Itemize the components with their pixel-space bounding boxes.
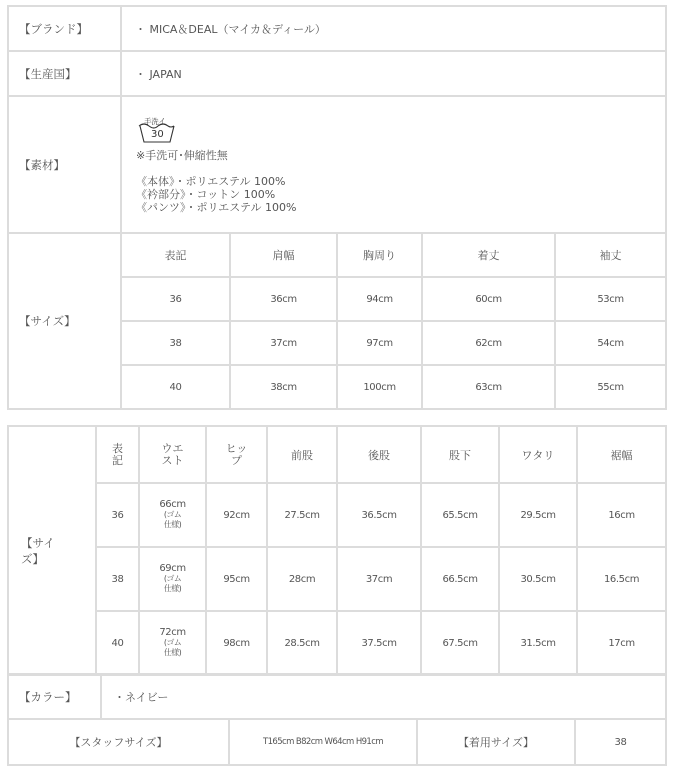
top-header: 肩幅 <box>230 233 337 277</box>
color-staff-table <box>7 673 667 766</box>
material-label: 【素材】 <box>8 96 121 233</box>
wash-temp: 30 <box>151 128 164 140</box>
waist-cell <box>139 483 206 547</box>
pants-cell: 27.5cm <box>267 483 337 547</box>
pants-cell: 17cm <box>577 611 666 675</box>
header-line: 表 <box>112 441 123 455</box>
waist-line: (ゴム <box>163 574 182 583</box>
top-size-label: 【サイズ】 <box>8 233 121 409</box>
top-cell: 62cm <box>422 321 555 365</box>
top-cell: 60cm <box>422 277 555 321</box>
staff-size-value: T165cm B82cm W64cm H91cm <box>229 719 417 765</box>
hand-wash-30-icon <box>138 116 176 144</box>
waist-cell <box>139 547 206 611</box>
header-line: 記 <box>112 453 123 467</box>
pants-cell: 16cm <box>577 483 666 547</box>
color-label: 【カラー】 <box>8 674 101 719</box>
worn-size-label: 【着用サイズ】 <box>417 719 575 765</box>
top-cell: 37cm <box>230 321 337 365</box>
brand-value: ・ MICA＆DEAL（マイカ＆ディール） <box>121 6 666 51</box>
top-cell: 40 <box>121 365 230 409</box>
origin-label: 【生産国】 <box>8 51 121 96</box>
pants-cell: 92cm <box>206 483 267 547</box>
top-header: 着丈 <box>422 233 555 277</box>
pants-cell: 98cm <box>206 611 267 675</box>
pants-cell: 67.5cm <box>421 611 499 675</box>
brand-label: 【ブランド】 <box>8 6 121 51</box>
origin-value: ・ JAPAN <box>121 51 666 96</box>
pants-header: ワタリ <box>499 426 577 483</box>
pants-header: 前股 <box>267 426 337 483</box>
pants-cell: 28.5cm <box>267 611 337 675</box>
care-note: ※手洗可･伸縮性無 <box>136 148 228 162</box>
waist-line: 72cm <box>159 627 186 638</box>
top-cell: 36 <box>121 277 230 321</box>
pants-cell: 36 <box>96 483 139 547</box>
waist-line: (ゴム <box>163 638 182 647</box>
pants-header <box>139 426 206 483</box>
pants-cell: 38 <box>96 547 139 611</box>
header-line: スト <box>161 453 184 467</box>
material-line: 《本体》・ポリエステル 100% <box>136 174 286 188</box>
waist-line: 69cm <box>159 563 186 574</box>
table-row <box>8 483 666 547</box>
table-row <box>8 547 666 611</box>
staff-size-label: 【スタッフサイズ】 <box>8 719 229 765</box>
header-line: ウエ <box>161 441 184 455</box>
pants-size-label-line: ズ】 <box>21 551 44 566</box>
pants-size-label-line: 【サイ <box>21 535 55 550</box>
top-header: 表記 <box>121 233 230 277</box>
top-cell: 94cm <box>337 277 422 321</box>
table-row <box>8 611 666 675</box>
top-cell: 54cm <box>555 321 666 365</box>
top-cell: 97cm <box>337 321 422 365</box>
pants-cell: 16.5cm <box>577 547 666 611</box>
pants-cell: 28cm <box>267 547 337 611</box>
pants-cell: 65.5cm <box>421 483 499 547</box>
pants-cell: 36.5cm <box>337 483 421 547</box>
worn-size-value: 38 <box>575 719 666 765</box>
top-cell: 55cm <box>555 365 666 409</box>
top-cell: 36cm <box>230 277 337 321</box>
pants-header: 裾幅 <box>577 426 666 483</box>
pants-size-label <box>8 426 96 675</box>
top-header: 袖丈 <box>555 233 666 277</box>
pants-cell: 30.5cm <box>499 547 577 611</box>
waist-line: 仕様) <box>163 520 182 529</box>
pants-header: 後股 <box>337 426 421 483</box>
waist-line: 仕様) <box>163 648 182 657</box>
top-header: 胸周り <box>337 233 422 277</box>
pants-cell: 40 <box>96 611 139 675</box>
top-cell: 53cm <box>555 277 666 321</box>
top-cell: 38 <box>121 321 230 365</box>
pants-cell: 31.5cm <box>499 611 577 675</box>
material-cell <box>121 96 666 233</box>
wash-label: 手洗イ <box>144 116 166 126</box>
pants-header <box>96 426 139 483</box>
pants-header <box>206 426 267 483</box>
waist-line: 仕様) <box>163 584 182 593</box>
pants-cell: 66.5cm <box>421 547 499 611</box>
header-line: プ <box>231 453 242 467</box>
pants-header: 股下 <box>421 426 499 483</box>
waist-cell <box>139 611 206 675</box>
waist-line: (ゴム <box>163 510 182 519</box>
material-line: 《パンツ》・ポリエステル 100% <box>136 200 297 214</box>
pants-cell: 29.5cm <box>499 483 577 547</box>
header-line: ヒッ <box>225 441 248 455</box>
waist-line: 66cm <box>159 499 186 510</box>
top-cell: 100cm <box>337 365 422 409</box>
product-info-table <box>7 5 667 410</box>
pants-cell: 95cm <box>206 547 267 611</box>
material-line: 《衿部分》・コットン 100% <box>136 187 276 201</box>
color-value: ・ネイビー <box>101 674 666 719</box>
top-cell: 63cm <box>422 365 555 409</box>
pants-cell: 37.5cm <box>337 611 421 675</box>
pants-size-table <box>7 425 667 676</box>
top-cell: 38cm <box>230 365 337 409</box>
pants-cell: 37cm <box>337 547 421 611</box>
